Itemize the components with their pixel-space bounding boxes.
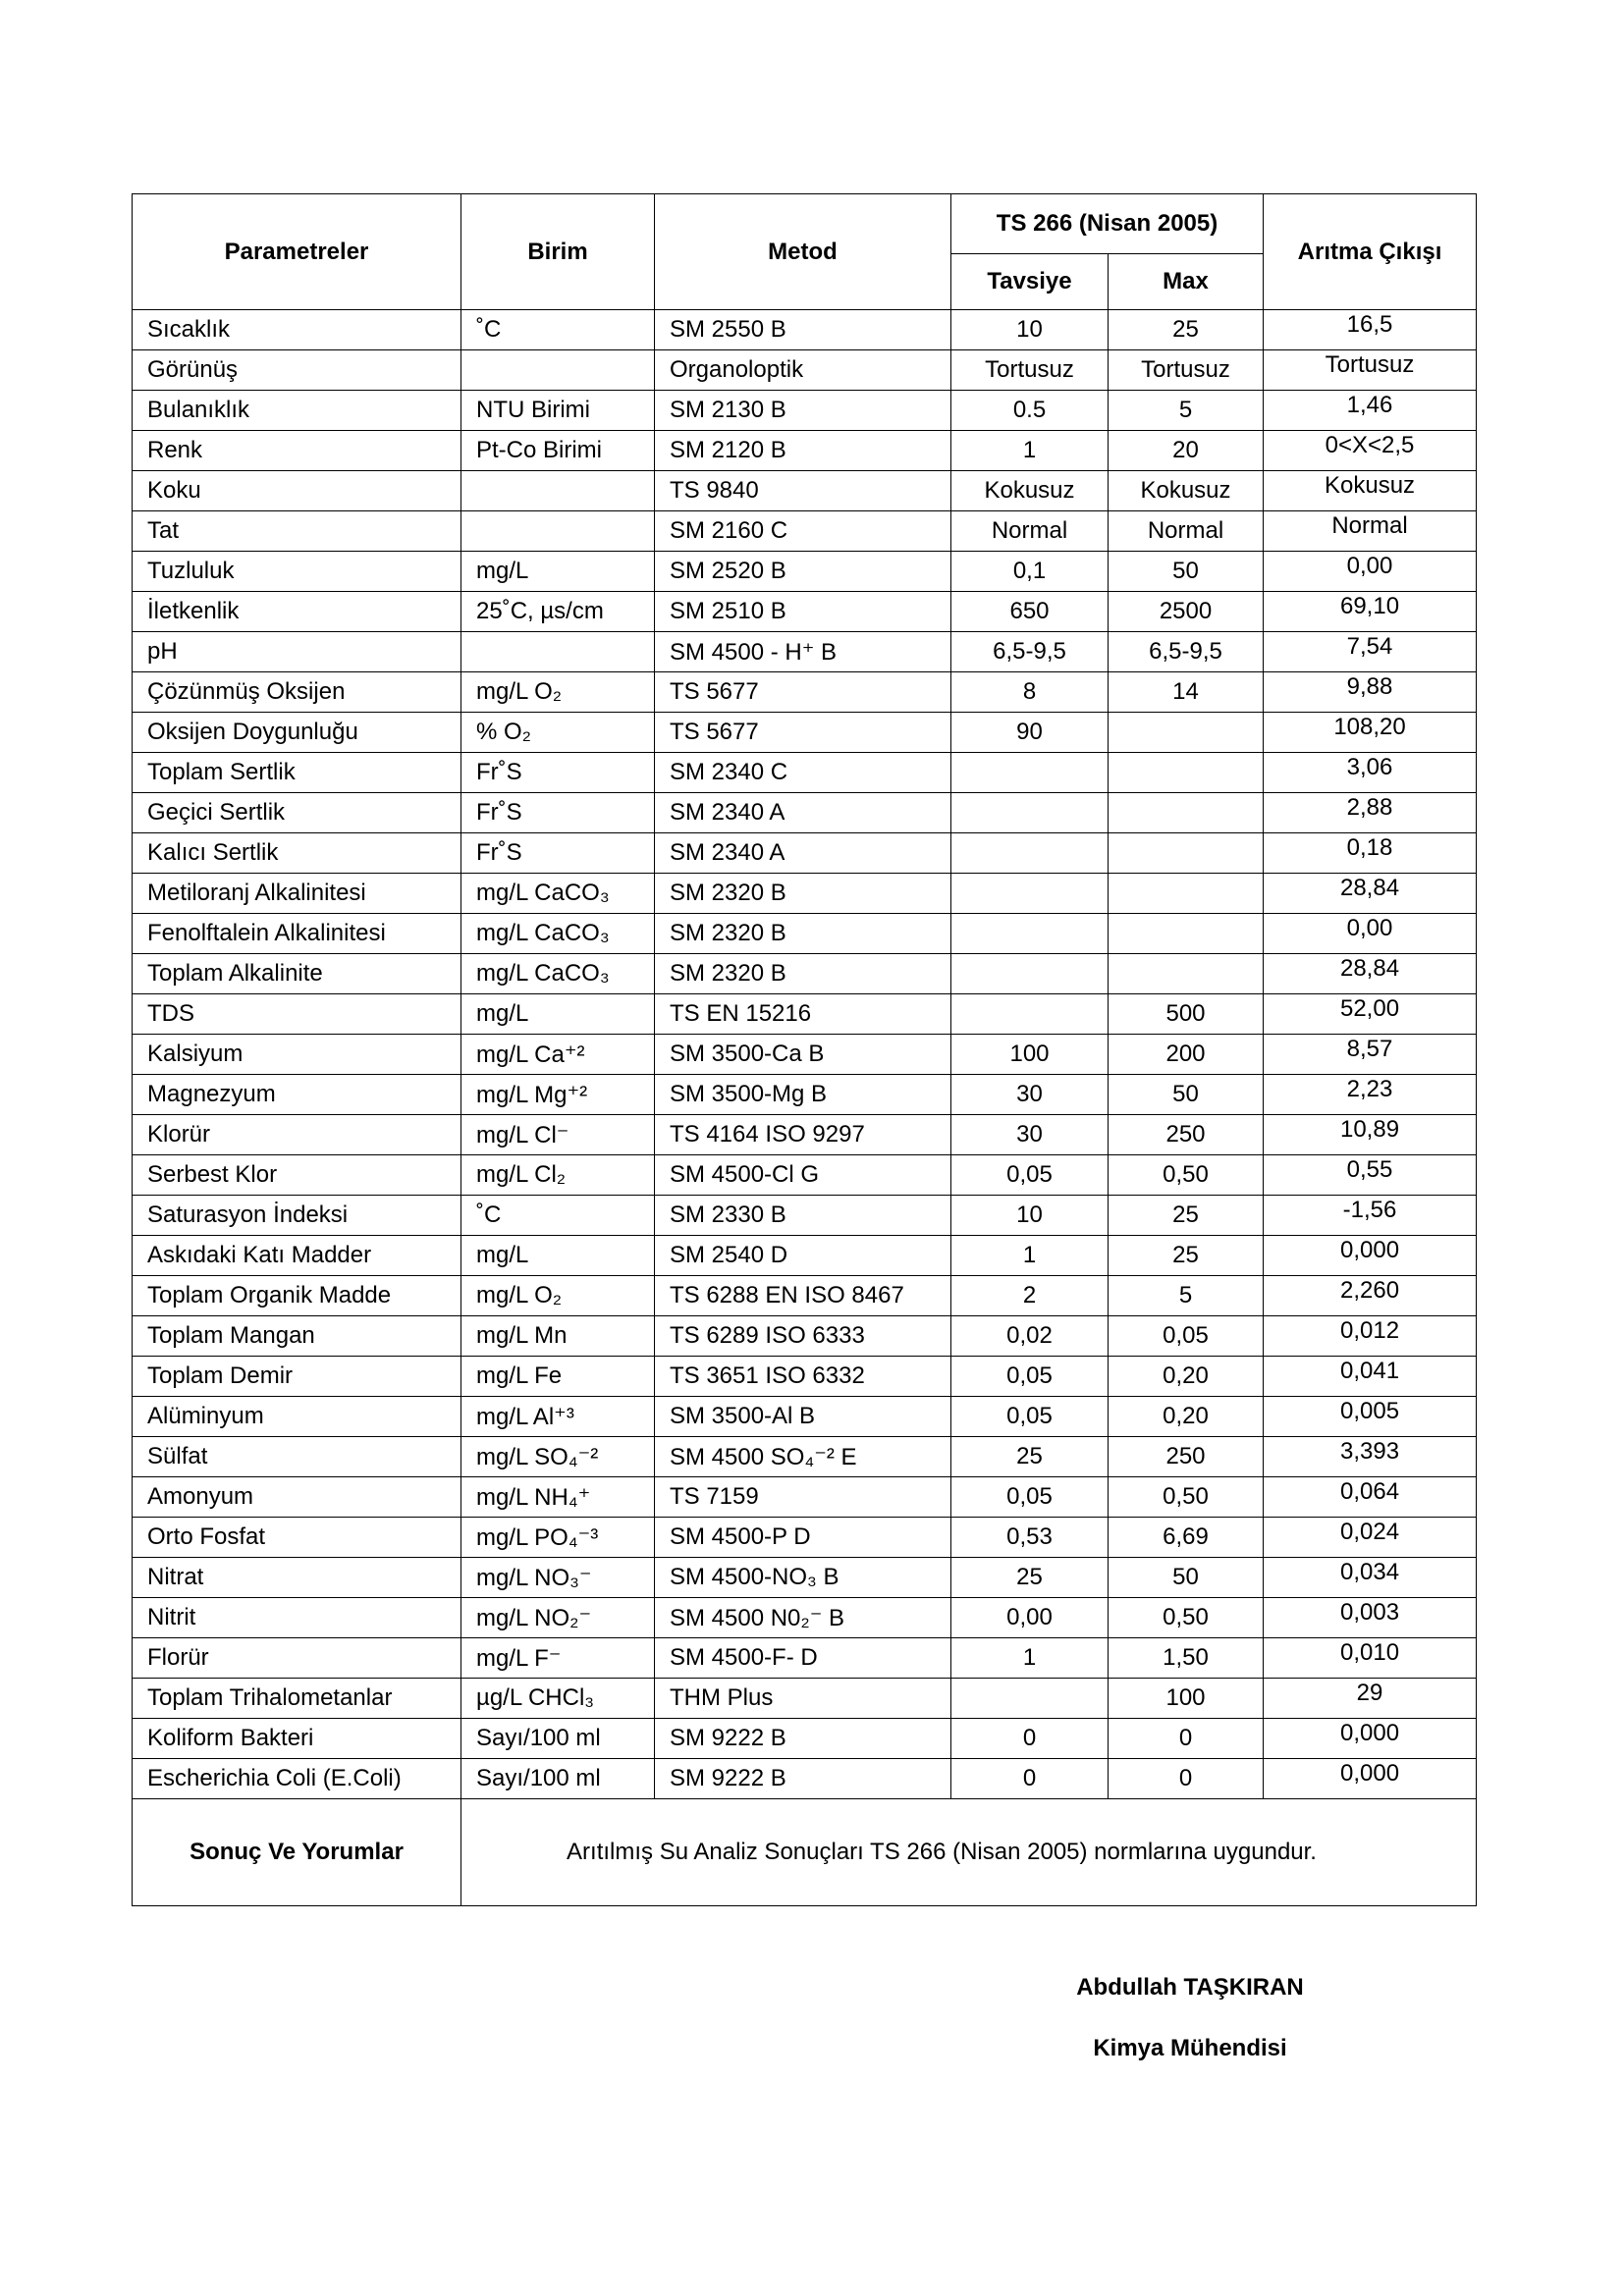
output-cell: 29 bbox=[1264, 1679, 1477, 1719]
output-cell: 0,00 bbox=[1264, 914, 1477, 954]
parameter-cell: Metiloranj Alkalinitesi bbox=[133, 874, 461, 914]
unit-cell: mg/L Ca⁺² bbox=[461, 1035, 655, 1075]
max-cell: 25 bbox=[1109, 310, 1264, 350]
recommended-cell bbox=[951, 914, 1109, 954]
table-row bbox=[133, 1357, 1477, 1397]
unit-cell bbox=[461, 511, 655, 552]
table-row bbox=[133, 1719, 1477, 1759]
parameter-cell: Toplam Alkalinite bbox=[133, 954, 461, 994]
table-row bbox=[133, 632, 1477, 672]
output-cell: Normal bbox=[1264, 511, 1477, 552]
recommended-cell: Tortusuz bbox=[951, 350, 1109, 391]
parameter-cell: Görünüş bbox=[133, 350, 461, 391]
recommended-cell: 25 bbox=[951, 1558, 1109, 1598]
method-cell: SM 9222 B bbox=[655, 1719, 951, 1759]
method-cell: SM 3500-Al B bbox=[655, 1397, 951, 1437]
table-row bbox=[133, 1437, 1477, 1477]
max-cell: 6,69 bbox=[1109, 1518, 1264, 1558]
parameter-cell: Nitrat bbox=[133, 1558, 461, 1598]
unit-cell bbox=[461, 350, 655, 391]
table-row bbox=[133, 1518, 1477, 1558]
method-cell: SM 3500-Ca B bbox=[655, 1035, 951, 1075]
table-body bbox=[133, 310, 1477, 1799]
signature-name: Abdullah TAŞKIRAN bbox=[1076, 1974, 1304, 2001]
table-row bbox=[133, 1155, 1477, 1196]
output-cell: 0,024 bbox=[1264, 1518, 1477, 1558]
unit-cell: mg/L SO₄⁻² bbox=[461, 1437, 655, 1477]
method-cell: SM 2340 A bbox=[655, 793, 951, 833]
unit-cell: mg/L bbox=[461, 552, 655, 592]
table-row bbox=[133, 310, 1477, 350]
max-cell: 0,20 bbox=[1109, 1357, 1264, 1397]
output-cell: 2,260 bbox=[1264, 1276, 1477, 1316]
parameter-cell: Kalıcı Sertlik bbox=[133, 833, 461, 874]
results-row bbox=[133, 1799, 1477, 1906]
recommended-cell: 0 bbox=[951, 1719, 1109, 1759]
parameter-cell: Toplam Trihalometanlar bbox=[133, 1679, 461, 1719]
table-row bbox=[133, 994, 1477, 1035]
method-cell: SM 2320 B bbox=[655, 914, 951, 954]
parameter-cell: Toplam Mangan bbox=[133, 1316, 461, 1357]
unit-cell: Fr˚S bbox=[461, 793, 655, 833]
method-cell: SM 2120 B bbox=[655, 431, 951, 471]
method-cell: SM 2550 B bbox=[655, 310, 951, 350]
table-row bbox=[133, 914, 1477, 954]
output-cell: 0,000 bbox=[1264, 1719, 1477, 1759]
output-cell: 0,000 bbox=[1264, 1236, 1477, 1276]
analysis-table bbox=[132, 193, 1477, 1906]
method-cell: SM 2340 A bbox=[655, 833, 951, 874]
recommended-cell: 0,53 bbox=[951, 1518, 1109, 1558]
unit-cell: Pt-Co Birimi bbox=[461, 431, 655, 471]
recommended-cell: 0.5 bbox=[951, 391, 1109, 431]
method-cell: TS 3651 ISO 6332 bbox=[655, 1357, 951, 1397]
recommended-cell: 1 bbox=[951, 1638, 1109, 1679]
method-cell: SM 4500-F- D bbox=[655, 1638, 951, 1679]
table-row bbox=[133, 1598, 1477, 1638]
parameter-cell: Sıcaklık bbox=[133, 310, 461, 350]
recommended-cell bbox=[951, 954, 1109, 994]
table-row bbox=[133, 793, 1477, 833]
method-cell: TS 6288 EN ISO 8467 bbox=[655, 1276, 951, 1316]
output-cell: 3,06 bbox=[1264, 753, 1477, 793]
max-cell: 500 bbox=[1109, 994, 1264, 1035]
table-row bbox=[133, 511, 1477, 552]
parameter-cell: Amonyum bbox=[133, 1477, 461, 1518]
method-cell: TS EN 15216 bbox=[655, 994, 951, 1035]
parameter-cell: Kalsiyum bbox=[133, 1035, 461, 1075]
header-method: Metod bbox=[655, 194, 951, 310]
results-label: Sonuç Ve Yorumlar bbox=[133, 1799, 461, 1906]
table-row bbox=[133, 1638, 1477, 1679]
method-cell: TS 9840 bbox=[655, 471, 951, 511]
max-cell bbox=[1109, 793, 1264, 833]
recommended-cell: 8 bbox=[951, 672, 1109, 713]
parameter-cell: Fenolftalein Alkalinitesi bbox=[133, 914, 461, 954]
unit-cell: mg/L bbox=[461, 1236, 655, 1276]
recommended-cell: 100 bbox=[951, 1035, 1109, 1075]
parameter-cell: Klorür bbox=[133, 1115, 461, 1155]
unit-cell: NTU Birimi bbox=[461, 391, 655, 431]
table-row bbox=[133, 1679, 1477, 1719]
max-cell: 0,50 bbox=[1109, 1598, 1264, 1638]
unit-cell: mg/L CaCO₃ bbox=[461, 874, 655, 914]
output-cell: 0,012 bbox=[1264, 1316, 1477, 1357]
max-cell bbox=[1109, 874, 1264, 914]
unit-cell: mg/L Cl₂ bbox=[461, 1155, 655, 1196]
max-cell: 0 bbox=[1109, 1719, 1264, 1759]
output-cell: 28,84 bbox=[1264, 954, 1477, 994]
parameter-cell: Tat bbox=[133, 511, 461, 552]
method-cell: TS 5677 bbox=[655, 713, 951, 753]
parameter-cell: TDS bbox=[133, 994, 461, 1035]
unit-cell: mg/L CaCO₃ bbox=[461, 914, 655, 954]
method-cell: SM 2340 C bbox=[655, 753, 951, 793]
recommended-cell bbox=[951, 793, 1109, 833]
output-cell: 69,10 bbox=[1264, 592, 1477, 632]
method-cell: SM 4500 SO₄⁻² E bbox=[655, 1437, 951, 1477]
table-row bbox=[133, 954, 1477, 994]
output-cell: 108,20 bbox=[1264, 713, 1477, 753]
unit-cell: ˚C bbox=[461, 1196, 655, 1236]
table-row bbox=[133, 592, 1477, 632]
max-cell: 0,50 bbox=[1109, 1155, 1264, 1196]
output-cell: 0,55 bbox=[1264, 1155, 1477, 1196]
table-row bbox=[133, 1759, 1477, 1799]
parameter-cell: Koku bbox=[133, 471, 461, 511]
method-cell: SM 4500-Cl G bbox=[655, 1155, 951, 1196]
output-cell: 10,89 bbox=[1264, 1115, 1477, 1155]
recommended-cell bbox=[951, 874, 1109, 914]
max-cell: Kokusuz bbox=[1109, 471, 1264, 511]
output-cell: 0,00 bbox=[1264, 552, 1477, 592]
results-text: Arıtılmış Su Analiz Sonuçları TS 266 (Nisan 2005) normlarına uygundur. bbox=[461, 1799, 1477, 1906]
max-cell: 0,20 bbox=[1109, 1397, 1264, 1437]
unit-cell: mg/L CaCO₃ bbox=[461, 954, 655, 994]
recommended-cell: Kokusuz bbox=[951, 471, 1109, 511]
table-row bbox=[133, 874, 1477, 914]
unit-cell: mg/L Cl⁻ bbox=[461, 1115, 655, 1155]
method-cell: SM 2330 B bbox=[655, 1196, 951, 1236]
unit-cell: % O₂ bbox=[461, 713, 655, 753]
unit-cell: Sayı/100 ml bbox=[461, 1719, 655, 1759]
max-cell: 250 bbox=[1109, 1115, 1264, 1155]
max-cell: 0 bbox=[1109, 1759, 1264, 1799]
method-cell: SM 2520 B bbox=[655, 552, 951, 592]
method-cell: SM 4500 N0₂⁻ B bbox=[655, 1598, 951, 1638]
recommended-cell: 1 bbox=[951, 1236, 1109, 1276]
table-row bbox=[133, 1477, 1477, 1518]
table-row bbox=[133, 471, 1477, 511]
recommended-cell bbox=[951, 833, 1109, 874]
unit-cell: mg/L Al⁺³ bbox=[461, 1397, 655, 1437]
unit-cell: mg/L NO₂⁻ bbox=[461, 1598, 655, 1638]
recommended-cell: 90 bbox=[951, 713, 1109, 753]
output-cell: 16,5 bbox=[1264, 310, 1477, 350]
parameter-cell: Sülfat bbox=[133, 1437, 461, 1477]
output-cell: 8,57 bbox=[1264, 1035, 1477, 1075]
unit-cell: mg/L NO₃⁻ bbox=[461, 1558, 655, 1598]
method-cell: SM 2320 B bbox=[655, 954, 951, 994]
table-row bbox=[133, 1035, 1477, 1075]
method-cell: SM 2320 B bbox=[655, 874, 951, 914]
max-cell: 50 bbox=[1109, 1558, 1264, 1598]
unit-cell: mg/L bbox=[461, 994, 655, 1035]
recommended-cell: 30 bbox=[951, 1115, 1109, 1155]
parameter-cell: Geçici Sertlik bbox=[133, 793, 461, 833]
method-cell: SM 4500-NO₃ B bbox=[655, 1558, 951, 1598]
max-cell bbox=[1109, 713, 1264, 753]
unit-cell: mg/L PO₄⁻³ bbox=[461, 1518, 655, 1558]
recommended-cell: 0,00 bbox=[951, 1598, 1109, 1638]
recommended-cell: 0,05 bbox=[951, 1397, 1109, 1437]
max-cell: Tortusuz bbox=[1109, 350, 1264, 391]
max-cell: Normal bbox=[1109, 511, 1264, 552]
output-cell: 0,005 bbox=[1264, 1397, 1477, 1437]
max-cell: 14 bbox=[1109, 672, 1264, 713]
unit-cell: mg/L Mn bbox=[461, 1316, 655, 1357]
max-cell: 25 bbox=[1109, 1196, 1264, 1236]
max-cell: 5 bbox=[1109, 1276, 1264, 1316]
table-row bbox=[133, 713, 1477, 753]
method-cell: SM 2130 B bbox=[655, 391, 951, 431]
output-cell: 1,46 bbox=[1264, 391, 1477, 431]
table-row bbox=[133, 391, 1477, 431]
output-cell: 2,23 bbox=[1264, 1075, 1477, 1115]
recommended-cell bbox=[951, 994, 1109, 1035]
method-cell: SM 4500 - H⁺ B bbox=[655, 632, 951, 672]
recommended-cell: 0 bbox=[951, 1759, 1109, 1799]
table-row bbox=[133, 1276, 1477, 1316]
max-cell bbox=[1109, 914, 1264, 954]
unit-cell: mg/L NH₄⁺ bbox=[461, 1477, 655, 1518]
output-cell: 0,18 bbox=[1264, 833, 1477, 874]
output-cell: 7,54 bbox=[1264, 632, 1477, 672]
method-cell: SM 2160 C bbox=[655, 511, 951, 552]
recommended-cell: 6,5-9,5 bbox=[951, 632, 1109, 672]
table-row bbox=[133, 753, 1477, 793]
parameter-cell: pH bbox=[133, 632, 461, 672]
method-cell: Organoloptik bbox=[655, 350, 951, 391]
method-cell: THM Plus bbox=[655, 1679, 951, 1719]
parameter-cell: Saturasyon İndeksi bbox=[133, 1196, 461, 1236]
parameter-cell: Magnezyum bbox=[133, 1075, 461, 1115]
max-cell: 200 bbox=[1109, 1035, 1264, 1075]
recommended-cell bbox=[951, 753, 1109, 793]
output-cell: 9,88 bbox=[1264, 672, 1477, 713]
output-cell: Kokusuz bbox=[1264, 471, 1477, 511]
header-standard: TS 266 (Nisan 2005) bbox=[951, 194, 1264, 254]
method-cell: SM 9222 B bbox=[655, 1759, 951, 1799]
recommended-cell: 1 bbox=[951, 431, 1109, 471]
table-row bbox=[133, 1397, 1477, 1437]
recommended-cell: 30 bbox=[951, 1075, 1109, 1115]
output-cell: Tortusuz bbox=[1264, 350, 1477, 391]
header-parameter: Parametreler bbox=[133, 194, 461, 310]
unit-cell: Sayı/100 ml bbox=[461, 1759, 655, 1799]
recommended-cell: 0,05 bbox=[951, 1357, 1109, 1397]
output-cell: 0,003 bbox=[1264, 1598, 1477, 1638]
recommended-cell: 0,02 bbox=[951, 1316, 1109, 1357]
parameter-cell: Çözünmüş Oksijen bbox=[133, 672, 461, 713]
recommended-cell: 0,1 bbox=[951, 552, 1109, 592]
parameter-cell: Oksijen Doygunluğu bbox=[133, 713, 461, 753]
unit-cell: mg/L O₂ bbox=[461, 672, 655, 713]
parameter-cell: Renk bbox=[133, 431, 461, 471]
table-row bbox=[133, 1115, 1477, 1155]
output-cell: -1,56 bbox=[1264, 1196, 1477, 1236]
parameter-cell: Askıdaki Katı Madder bbox=[133, 1236, 461, 1276]
recommended-cell: 2 bbox=[951, 1276, 1109, 1316]
table-row bbox=[133, 833, 1477, 874]
recommended-cell: 10 bbox=[951, 1196, 1109, 1236]
max-cell bbox=[1109, 833, 1264, 874]
output-cell: 0,000 bbox=[1264, 1759, 1477, 1799]
header-recommended: Tavsiye bbox=[951, 254, 1109, 310]
output-cell: 0,064 bbox=[1264, 1477, 1477, 1518]
max-cell bbox=[1109, 954, 1264, 994]
parameter-cell: Escherichia Coli (E.Coli) bbox=[133, 1759, 461, 1799]
table-row bbox=[133, 1196, 1477, 1236]
max-cell: 25 bbox=[1109, 1236, 1264, 1276]
method-cell: SM 2540 D bbox=[655, 1236, 951, 1276]
recommended-cell bbox=[951, 1679, 1109, 1719]
unit-cell bbox=[461, 471, 655, 511]
parameter-cell: Toplam Demir bbox=[133, 1357, 461, 1397]
table-row bbox=[133, 552, 1477, 592]
recommended-cell: 0,05 bbox=[951, 1477, 1109, 1518]
method-cell: SM 3500-Mg B bbox=[655, 1075, 951, 1115]
parameter-cell: Koliform Bakteri bbox=[133, 1719, 461, 1759]
recommended-cell: Normal bbox=[951, 511, 1109, 552]
max-cell: 250 bbox=[1109, 1437, 1264, 1477]
method-cell: SM 4500-P D bbox=[655, 1518, 951, 1558]
max-cell: 0,50 bbox=[1109, 1477, 1264, 1518]
table-row bbox=[133, 1075, 1477, 1115]
max-cell: 0,05 bbox=[1109, 1316, 1264, 1357]
parameter-cell: Toplam Sertlik bbox=[133, 753, 461, 793]
signature-title: Kimya Mühendisi bbox=[1093, 2035, 1287, 2061]
unit-cell: mg/L Mg⁺² bbox=[461, 1075, 655, 1115]
parameter-cell: Serbest Klor bbox=[133, 1155, 461, 1196]
max-cell: 20 bbox=[1109, 431, 1264, 471]
parameter-cell: Orto Fosfat bbox=[133, 1518, 461, 1558]
recommended-cell: 25 bbox=[951, 1437, 1109, 1477]
max-cell: 100 bbox=[1109, 1679, 1264, 1719]
table-row bbox=[133, 672, 1477, 713]
unit-cell bbox=[461, 632, 655, 672]
max-cell: 6,5-9,5 bbox=[1109, 632, 1264, 672]
method-cell: TS 7159 bbox=[655, 1477, 951, 1518]
parameter-cell: Alüminyum bbox=[133, 1397, 461, 1437]
unit-cell: mg/L F⁻ bbox=[461, 1638, 655, 1679]
header-max: Max bbox=[1109, 254, 1264, 310]
max-cell: 5 bbox=[1109, 391, 1264, 431]
unit-cell: mg/L O₂ bbox=[461, 1276, 655, 1316]
method-cell: SM 2510 B bbox=[655, 592, 951, 632]
method-cell: TS 4164 ISO 9297 bbox=[655, 1115, 951, 1155]
unit-cell: Fr˚S bbox=[461, 833, 655, 874]
parameter-cell: İletkenlik bbox=[133, 592, 461, 632]
header-unit: Birim bbox=[461, 194, 655, 310]
max-cell: 50 bbox=[1109, 1075, 1264, 1115]
output-cell: 2,88 bbox=[1264, 793, 1477, 833]
unit-cell: 25˚C, µs/cm bbox=[461, 592, 655, 632]
unit-cell: ˚C bbox=[461, 310, 655, 350]
output-cell: 3,393 bbox=[1264, 1437, 1477, 1477]
parameter-cell: Florür bbox=[133, 1638, 461, 1679]
header-output: Arıtma Çıkışı bbox=[1264, 194, 1477, 310]
unit-cell: Fr˚S bbox=[461, 753, 655, 793]
output-cell: 0,034 bbox=[1264, 1558, 1477, 1598]
unit-cell: µg/L CHCl₃ bbox=[461, 1679, 655, 1719]
max-cell bbox=[1109, 753, 1264, 793]
max-cell: 1,50 bbox=[1109, 1638, 1264, 1679]
max-cell: 50 bbox=[1109, 552, 1264, 592]
output-cell: 0<X<2,5 bbox=[1264, 431, 1477, 471]
output-cell: 28,84 bbox=[1264, 874, 1477, 914]
output-cell: 52,00 bbox=[1264, 994, 1477, 1035]
parameter-cell: Nitrit bbox=[133, 1598, 461, 1638]
parameter-cell: Tuzluluk bbox=[133, 552, 461, 592]
table-row bbox=[133, 1236, 1477, 1276]
table-row bbox=[133, 350, 1477, 391]
table-row bbox=[133, 1558, 1477, 1598]
output-cell: 0,010 bbox=[1264, 1638, 1477, 1679]
max-cell: 2500 bbox=[1109, 592, 1264, 632]
parameter-cell: Bulanıklık bbox=[133, 391, 461, 431]
output-cell: 0,041 bbox=[1264, 1357, 1477, 1397]
method-cell: TS 5677 bbox=[655, 672, 951, 713]
table-row bbox=[133, 431, 1477, 471]
method-cell: TS 6289 ISO 6333 bbox=[655, 1316, 951, 1357]
parameter-cell: Toplam Organik Madde bbox=[133, 1276, 461, 1316]
unit-cell: mg/L Fe bbox=[461, 1357, 655, 1397]
recommended-cell: 0,05 bbox=[951, 1155, 1109, 1196]
table-row bbox=[133, 1316, 1477, 1357]
recommended-cell: 10 bbox=[951, 310, 1109, 350]
recommended-cell: 650 bbox=[951, 592, 1109, 632]
